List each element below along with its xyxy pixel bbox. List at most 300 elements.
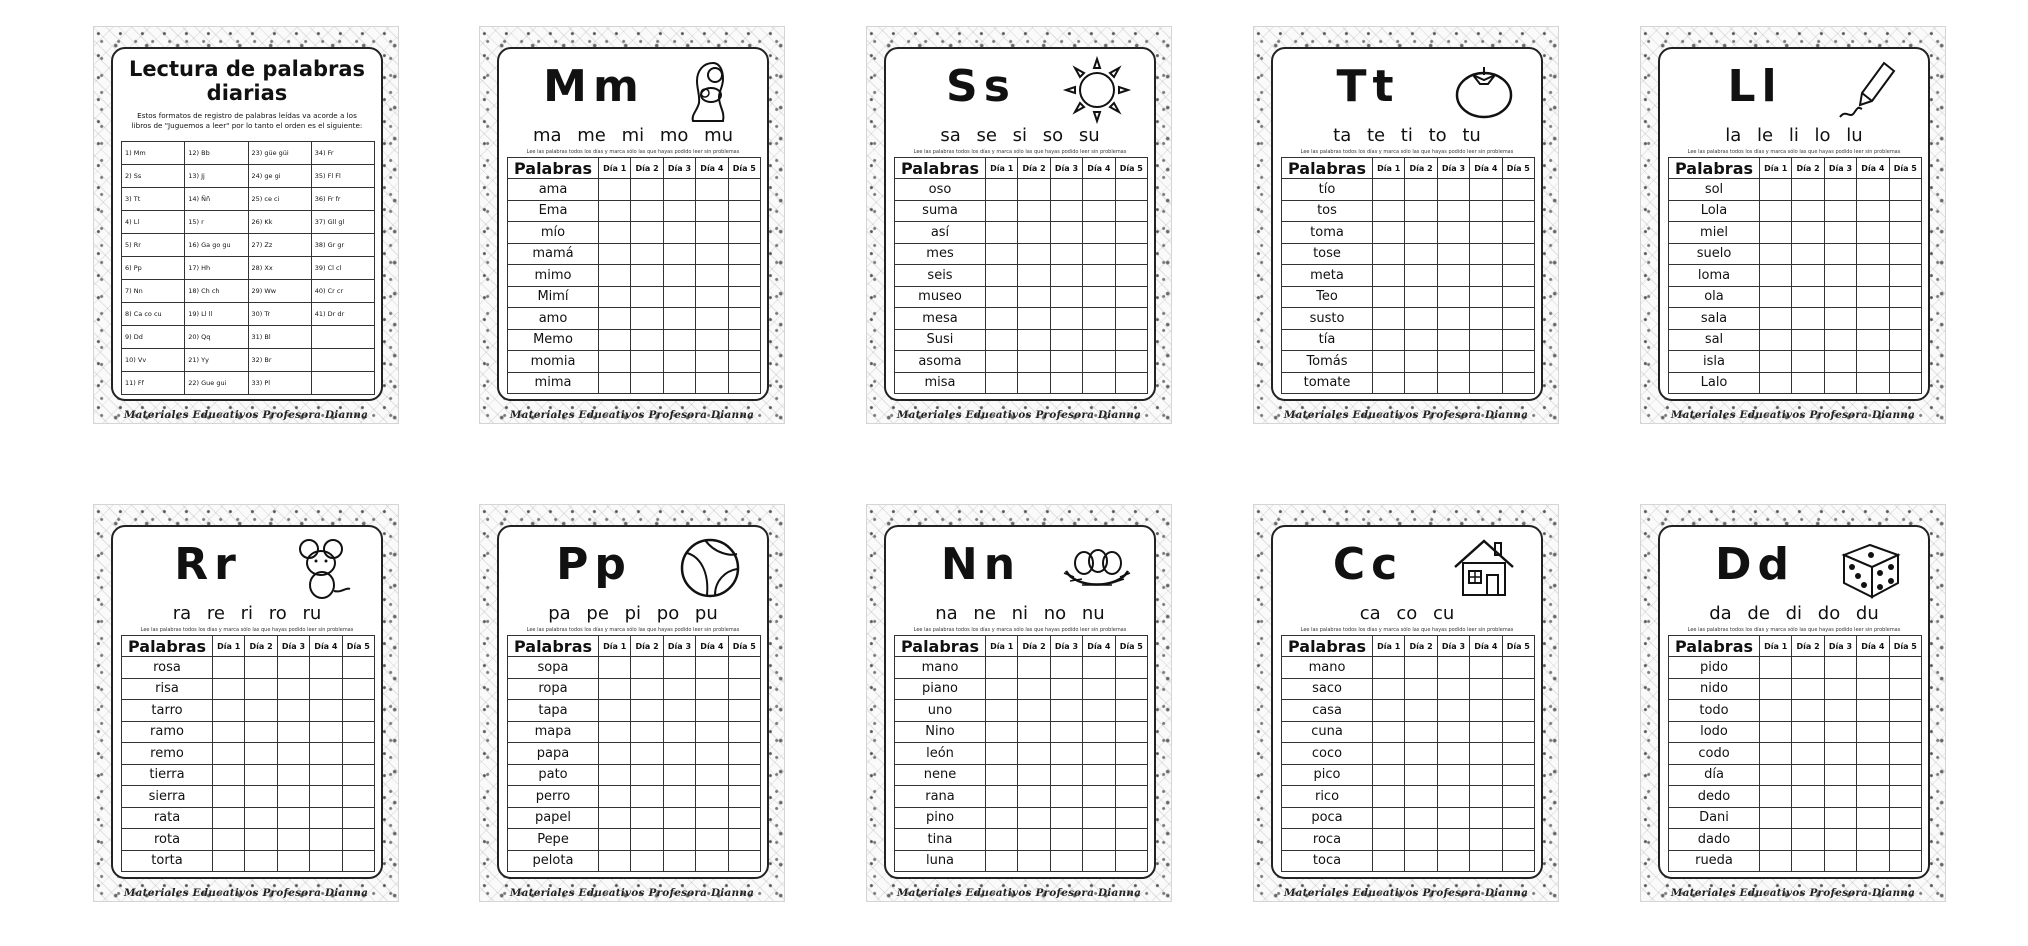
check-cell[interactable] [1115, 308, 1147, 330]
check-cell[interactable] [599, 678, 631, 700]
check-cell[interactable] [1824, 700, 1856, 722]
check-cell[interactable] [1405, 678, 1437, 700]
check-cell[interactable] [986, 308, 1018, 330]
check-cell[interactable] [1857, 786, 1889, 808]
check-cell[interactable] [1824, 657, 1856, 679]
check-cell[interactable] [1373, 657, 1405, 679]
check-cell[interactable] [1115, 721, 1147, 743]
check-cell[interactable] [696, 764, 728, 786]
check-cell[interactable] [1437, 329, 1469, 351]
check-cell[interactable] [1083, 786, 1115, 808]
check-cell[interactable] [1405, 700, 1437, 722]
check-cell[interactable] [986, 265, 1018, 287]
check-cell[interactable] [1502, 743, 1534, 765]
check-cell[interactable] [1760, 829, 1792, 851]
check-cell[interactable] [1437, 286, 1469, 308]
check-cell[interactable] [1050, 700, 1082, 722]
check-cell[interactable] [631, 179, 663, 201]
check-cell[interactable] [1889, 200, 1921, 222]
check-cell[interactable] [1857, 265, 1889, 287]
check-cell[interactable] [1050, 786, 1082, 808]
check-cell[interactable] [1018, 372, 1050, 394]
check-cell[interactable] [1373, 829, 1405, 851]
check-cell[interactable] [1760, 372, 1792, 394]
check-cell[interactable] [1760, 850, 1792, 872]
check-cell[interactable] [631, 243, 663, 265]
check-cell[interactable] [696, 700, 728, 722]
check-cell[interactable] [1437, 700, 1469, 722]
check-cell[interactable] [1405, 200, 1437, 222]
check-cell[interactable] [310, 807, 342, 829]
check-cell[interactable] [1405, 351, 1437, 373]
check-cell[interactable] [1437, 786, 1469, 808]
check-cell[interactable] [1050, 286, 1082, 308]
check-cell[interactable] [1373, 678, 1405, 700]
check-cell[interactable] [1824, 764, 1856, 786]
check-cell[interactable] [599, 179, 631, 201]
check-cell[interactable] [1760, 243, 1792, 265]
check-cell[interactable] [1760, 764, 1792, 786]
check-cell[interactable] [1405, 764, 1437, 786]
check-cell[interactable] [342, 743, 374, 765]
check-cell[interactable] [1405, 743, 1437, 765]
check-cell[interactable] [1018, 179, 1050, 201]
check-cell[interactable] [696, 743, 728, 765]
check-cell[interactable] [213, 786, 245, 808]
check-cell[interactable] [1470, 657, 1502, 679]
check-cell[interactable] [631, 329, 663, 351]
check-cell[interactable] [1470, 222, 1502, 244]
check-cell[interactable] [1760, 200, 1792, 222]
check-cell[interactable] [1824, 286, 1856, 308]
check-cell[interactable] [696, 829, 728, 851]
check-cell[interactable] [631, 678, 663, 700]
check-cell[interactable] [599, 222, 631, 244]
check-cell[interactable] [1824, 372, 1856, 394]
check-cell[interactable] [1470, 807, 1502, 829]
check-cell[interactable] [1050, 764, 1082, 786]
check-cell[interactable] [1889, 308, 1921, 330]
check-cell[interactable] [1502, 764, 1534, 786]
check-cell[interactable] [1373, 265, 1405, 287]
check-cell[interactable] [1437, 372, 1469, 394]
check-cell[interactable] [1405, 829, 1437, 851]
check-cell[interactable] [1373, 329, 1405, 351]
check-cell[interactable] [1018, 829, 1050, 851]
check-cell[interactable] [986, 286, 1018, 308]
check-cell[interactable] [663, 351, 695, 373]
check-cell[interactable] [1018, 850, 1050, 872]
check-cell[interactable] [696, 222, 728, 244]
check-cell[interactable] [1792, 657, 1824, 679]
check-cell[interactable] [1018, 200, 1050, 222]
check-cell[interactable] [310, 743, 342, 765]
check-cell[interactable] [1083, 222, 1115, 244]
check-cell[interactable] [1373, 222, 1405, 244]
check-cell[interactable] [1083, 372, 1115, 394]
check-cell[interactable] [1760, 329, 1792, 351]
check-cell[interactable] [1018, 678, 1050, 700]
check-cell[interactable] [986, 200, 1018, 222]
check-cell[interactable] [1824, 850, 1856, 872]
check-cell[interactable] [1470, 286, 1502, 308]
check-cell[interactable] [1889, 179, 1921, 201]
check-cell[interactable] [599, 786, 631, 808]
check-cell[interactable] [1470, 764, 1502, 786]
check-cell[interactable] [1115, 222, 1147, 244]
check-cell[interactable] [1470, 351, 1502, 373]
check-cell[interactable] [663, 700, 695, 722]
check-cell[interactable] [631, 222, 663, 244]
check-cell[interactable] [1083, 200, 1115, 222]
check-cell[interactable] [1792, 700, 1824, 722]
check-cell[interactable] [1115, 329, 1147, 351]
check-cell[interactable] [631, 829, 663, 851]
check-cell[interactable] [213, 678, 245, 700]
check-cell[interactable] [245, 678, 277, 700]
check-cell[interactable] [1760, 286, 1792, 308]
check-cell[interactable] [1115, 743, 1147, 765]
check-cell[interactable] [1115, 243, 1147, 265]
check-cell[interactable] [631, 657, 663, 679]
check-cell[interactable] [1437, 721, 1469, 743]
check-cell[interactable] [631, 721, 663, 743]
check-cell[interactable] [1760, 657, 1792, 679]
check-cell[interactable] [1470, 743, 1502, 765]
check-cell[interactable] [1050, 265, 1082, 287]
check-cell[interactable] [1760, 308, 1792, 330]
check-cell[interactable] [1760, 678, 1792, 700]
check-cell[interactable] [1083, 329, 1115, 351]
check-cell[interactable] [1889, 265, 1921, 287]
check-cell[interactable] [663, 372, 695, 394]
check-cell[interactable] [1857, 700, 1889, 722]
check-cell[interactable] [1437, 265, 1469, 287]
check-cell[interactable] [599, 372, 631, 394]
check-cell[interactable] [342, 807, 374, 829]
check-cell[interactable] [1792, 200, 1824, 222]
check-cell[interactable] [1502, 329, 1534, 351]
check-cell[interactable] [599, 743, 631, 765]
check-cell[interactable] [986, 743, 1018, 765]
check-cell[interactable] [696, 372, 728, 394]
check-cell[interactable] [728, 200, 760, 222]
check-cell[interactable] [1470, 850, 1502, 872]
check-cell[interactable] [986, 222, 1018, 244]
check-cell[interactable] [1470, 200, 1502, 222]
check-cell[interactable] [1792, 308, 1824, 330]
check-cell[interactable] [1889, 764, 1921, 786]
check-cell[interactable] [1889, 678, 1921, 700]
check-cell[interactable] [1857, 200, 1889, 222]
check-cell[interactable] [245, 829, 277, 851]
check-cell[interactable] [1760, 265, 1792, 287]
check-cell[interactable] [1857, 329, 1889, 351]
check-cell[interactable] [1502, 657, 1534, 679]
check-cell[interactable] [696, 721, 728, 743]
check-cell[interactable] [728, 764, 760, 786]
check-cell[interactable] [1502, 678, 1534, 700]
check-cell[interactable] [663, 265, 695, 287]
check-cell[interactable] [1437, 308, 1469, 330]
check-cell[interactable] [1373, 850, 1405, 872]
check-cell[interactable] [1824, 786, 1856, 808]
check-cell[interactable] [728, 829, 760, 851]
check-cell[interactable] [1405, 657, 1437, 679]
check-cell[interactable] [1018, 243, 1050, 265]
check-cell[interactable] [1760, 222, 1792, 244]
check-cell[interactable] [986, 850, 1018, 872]
check-cell[interactable] [1373, 286, 1405, 308]
check-cell[interactable] [1405, 850, 1437, 872]
check-cell[interactable] [1502, 829, 1534, 851]
check-cell[interactable] [1792, 265, 1824, 287]
check-cell[interactable] [1857, 243, 1889, 265]
check-cell[interactable] [1018, 329, 1050, 351]
check-cell[interactable] [1050, 850, 1082, 872]
check-cell[interactable] [213, 700, 245, 722]
check-cell[interactable] [1792, 786, 1824, 808]
check-cell[interactable] [1824, 308, 1856, 330]
check-cell[interactable] [277, 721, 309, 743]
check-cell[interactable] [1083, 807, 1115, 829]
check-cell[interactable] [1373, 200, 1405, 222]
check-cell[interactable] [245, 657, 277, 679]
check-cell[interactable] [728, 179, 760, 201]
check-cell[interactable] [1050, 308, 1082, 330]
check-cell[interactable] [631, 786, 663, 808]
check-cell[interactable] [663, 721, 695, 743]
check-cell[interactable] [599, 700, 631, 722]
check-cell[interactable] [663, 286, 695, 308]
check-cell[interactable] [277, 657, 309, 679]
check-cell[interactable] [1050, 807, 1082, 829]
check-cell[interactable] [1083, 243, 1115, 265]
check-cell[interactable] [1824, 678, 1856, 700]
check-cell[interactable] [342, 678, 374, 700]
check-cell[interactable] [1115, 850, 1147, 872]
check-cell[interactable] [1760, 721, 1792, 743]
check-cell[interactable] [1857, 721, 1889, 743]
check-cell[interactable] [1405, 372, 1437, 394]
check-cell[interactable] [696, 678, 728, 700]
check-cell[interactable] [1018, 308, 1050, 330]
check-cell[interactable] [1373, 243, 1405, 265]
check-cell[interactable] [1857, 764, 1889, 786]
check-cell[interactable] [1050, 829, 1082, 851]
check-cell[interactable] [1405, 222, 1437, 244]
check-cell[interactable] [277, 850, 309, 872]
check-cell[interactable] [1018, 700, 1050, 722]
check-cell[interactable] [1115, 265, 1147, 287]
check-cell[interactable] [1405, 265, 1437, 287]
check-cell[interactable] [342, 764, 374, 786]
check-cell[interactable] [599, 657, 631, 679]
check-cell[interactable] [728, 372, 760, 394]
check-cell[interactable] [663, 243, 695, 265]
check-cell[interactable] [986, 700, 1018, 722]
check-cell[interactable] [1437, 200, 1469, 222]
check-cell[interactable] [1470, 786, 1502, 808]
check-cell[interactable] [1760, 807, 1792, 829]
check-cell[interactable] [1470, 829, 1502, 851]
check-cell[interactable] [1470, 678, 1502, 700]
check-cell[interactable] [342, 786, 374, 808]
check-cell[interactable] [631, 807, 663, 829]
check-cell[interactable] [986, 657, 1018, 679]
check-cell[interactable] [1115, 372, 1147, 394]
check-cell[interactable] [310, 850, 342, 872]
check-cell[interactable] [1115, 786, 1147, 808]
check-cell[interactable] [728, 850, 760, 872]
check-cell[interactable] [1115, 700, 1147, 722]
check-cell[interactable] [1437, 222, 1469, 244]
check-cell[interactable] [1824, 243, 1856, 265]
check-cell[interactable] [310, 786, 342, 808]
check-cell[interactable] [1405, 807, 1437, 829]
check-cell[interactable] [728, 743, 760, 765]
check-cell[interactable] [1405, 243, 1437, 265]
check-cell[interactable] [1502, 286, 1534, 308]
check-cell[interactable] [696, 200, 728, 222]
check-cell[interactable] [1115, 829, 1147, 851]
check-cell[interactable] [1018, 265, 1050, 287]
check-cell[interactable] [696, 243, 728, 265]
check-cell[interactable] [986, 179, 1018, 201]
check-cell[interactable] [1502, 700, 1534, 722]
check-cell[interactable] [1792, 807, 1824, 829]
check-cell[interactable] [1857, 222, 1889, 244]
check-cell[interactable] [1083, 743, 1115, 765]
check-cell[interactable] [1373, 179, 1405, 201]
check-cell[interactable] [1889, 243, 1921, 265]
check-cell[interactable] [1373, 700, 1405, 722]
check-cell[interactable] [986, 829, 1018, 851]
check-cell[interactable] [631, 372, 663, 394]
check-cell[interactable] [599, 807, 631, 829]
check-cell[interactable] [696, 308, 728, 330]
check-cell[interactable] [1824, 329, 1856, 351]
check-cell[interactable] [1889, 743, 1921, 765]
check-cell[interactable] [728, 807, 760, 829]
check-cell[interactable] [277, 743, 309, 765]
check-cell[interactable] [1889, 222, 1921, 244]
check-cell[interactable] [1083, 678, 1115, 700]
check-cell[interactable] [1760, 179, 1792, 201]
check-cell[interactable] [213, 657, 245, 679]
check-cell[interactable] [1792, 351, 1824, 373]
check-cell[interactable] [1824, 265, 1856, 287]
check-cell[interactable] [1824, 807, 1856, 829]
check-cell[interactable] [599, 329, 631, 351]
check-cell[interactable] [213, 721, 245, 743]
check-cell[interactable] [1018, 721, 1050, 743]
check-cell[interactable] [986, 243, 1018, 265]
check-cell[interactable] [342, 700, 374, 722]
check-cell[interactable] [986, 351, 1018, 373]
check-cell[interactable] [310, 764, 342, 786]
check-cell[interactable] [1857, 308, 1889, 330]
check-cell[interactable] [277, 786, 309, 808]
check-cell[interactable] [696, 286, 728, 308]
check-cell[interactable] [277, 807, 309, 829]
check-cell[interactable] [1889, 657, 1921, 679]
check-cell[interactable] [599, 286, 631, 308]
check-cell[interactable] [1405, 179, 1437, 201]
check-cell[interactable] [1470, 372, 1502, 394]
check-cell[interactable] [1437, 351, 1469, 373]
check-cell[interactable] [631, 351, 663, 373]
check-cell[interactable] [663, 807, 695, 829]
check-cell[interactable] [310, 657, 342, 679]
check-cell[interactable] [1470, 265, 1502, 287]
check-cell[interactable] [696, 786, 728, 808]
check-cell[interactable] [1760, 786, 1792, 808]
check-cell[interactable] [277, 829, 309, 851]
check-cell[interactable] [310, 829, 342, 851]
check-cell[interactable] [213, 743, 245, 765]
check-cell[interactable] [1018, 743, 1050, 765]
check-cell[interactable] [1470, 308, 1502, 330]
check-cell[interactable] [1889, 329, 1921, 351]
check-cell[interactable] [1018, 222, 1050, 244]
check-cell[interactable] [1018, 657, 1050, 679]
check-cell[interactable] [1760, 351, 1792, 373]
check-cell[interactable] [631, 200, 663, 222]
check-cell[interactable] [277, 700, 309, 722]
check-cell[interactable] [1405, 329, 1437, 351]
check-cell[interactable] [631, 265, 663, 287]
check-cell[interactable] [663, 743, 695, 765]
check-cell[interactable] [1083, 308, 1115, 330]
check-cell[interactable] [1889, 850, 1921, 872]
check-cell[interactable] [1083, 286, 1115, 308]
check-cell[interactable] [1824, 179, 1856, 201]
check-cell[interactable] [1050, 179, 1082, 201]
check-cell[interactable] [728, 286, 760, 308]
check-cell[interactable] [1502, 721, 1534, 743]
check-cell[interactable] [1437, 807, 1469, 829]
check-cell[interactable] [599, 308, 631, 330]
check-cell[interactable] [213, 850, 245, 872]
check-cell[interactable] [1437, 678, 1469, 700]
check-cell[interactable] [599, 829, 631, 851]
check-cell[interactable] [310, 678, 342, 700]
check-cell[interactable] [1889, 700, 1921, 722]
check-cell[interactable] [663, 222, 695, 244]
check-cell[interactable] [1050, 678, 1082, 700]
check-cell[interactable] [1115, 807, 1147, 829]
check-cell[interactable] [1502, 786, 1534, 808]
check-cell[interactable] [986, 764, 1018, 786]
check-cell[interactable] [1373, 786, 1405, 808]
check-cell[interactable] [1083, 351, 1115, 373]
check-cell[interactable] [599, 850, 631, 872]
check-cell[interactable] [245, 807, 277, 829]
check-cell[interactable] [1083, 179, 1115, 201]
check-cell[interactable] [1437, 764, 1469, 786]
check-cell[interactable] [1857, 807, 1889, 829]
check-cell[interactable] [663, 829, 695, 851]
check-cell[interactable] [1857, 678, 1889, 700]
check-cell[interactable] [599, 351, 631, 373]
check-cell[interactable] [728, 700, 760, 722]
check-cell[interactable] [986, 721, 1018, 743]
check-cell[interactable] [663, 200, 695, 222]
check-cell[interactable] [728, 222, 760, 244]
check-cell[interactable] [1373, 743, 1405, 765]
check-cell[interactable] [1502, 351, 1534, 373]
